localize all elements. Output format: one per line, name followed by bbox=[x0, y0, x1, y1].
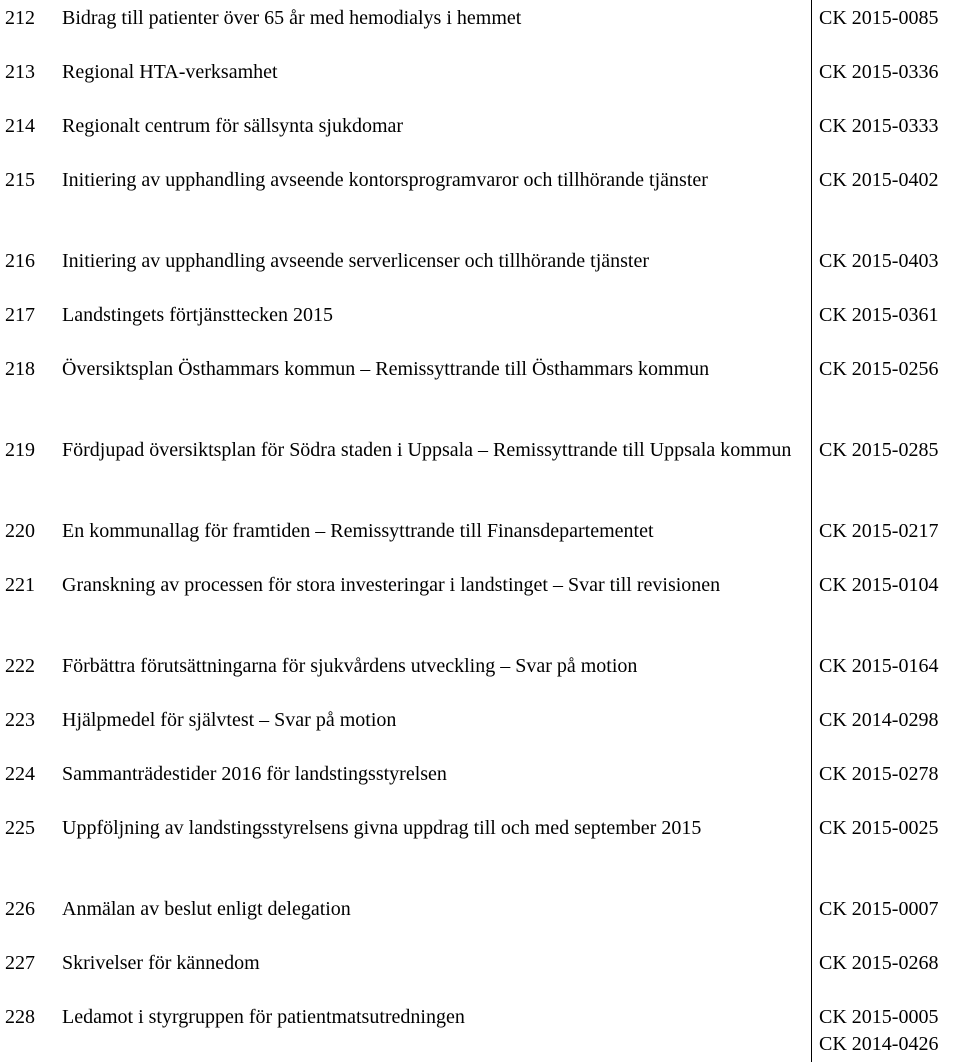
item-title: Bidrag till patienter över 65 år med hemodialys i hemmet bbox=[62, 7, 522, 29]
item-reference bbox=[819, 437, 960, 464]
item-reference bbox=[819, 5, 960, 32]
item-title: Skrivelser för kännedom bbox=[62, 952, 260, 974]
item-number: 217 bbox=[5, 304, 35, 326]
item-title: Landstingets förtjänsttecken 2015 bbox=[62, 304, 334, 326]
item-reference bbox=[819, 167, 960, 194]
column-divider bbox=[811, 0, 812, 1062]
item-reference bbox=[819, 950, 960, 977]
item-title: Regional HTA-verksamhet bbox=[62, 61, 278, 83]
item-number: 214 bbox=[5, 115, 35, 137]
reference-number: CK 2015-0085 bbox=[819, 7, 939, 29]
item-title: Fördjupad översiktsplan för Södra staden i Uppsala – Remissyttrande till Uppsala kommun bbox=[62, 439, 792, 461]
item-number: 219 bbox=[5, 439, 35, 461]
reference-number: CK 2015-0285 bbox=[819, 439, 939, 461]
item-number: 220 bbox=[5, 520, 35, 542]
item-title: Hjälpmedel för självtest – Svar på motion bbox=[62, 709, 397, 731]
item-title: Initiering av upphandling avseende kontorsprogramvaror och tillhörande tjänster bbox=[62, 169, 708, 191]
item-reference bbox=[819, 356, 960, 383]
item-reference bbox=[819, 707, 960, 734]
reference-number: CK 2015-0361 bbox=[819, 304, 939, 326]
reference-number: CK 2015-0336 bbox=[819, 61, 939, 83]
item-reference bbox=[819, 815, 960, 842]
item-title: Granskning av processen för stora investeringar i landstinget – Svar till revisionen bbox=[62, 574, 721, 596]
item-title: Sammanträdestider 2016 för landstingsstyrelsen bbox=[62, 763, 447, 785]
item-reference bbox=[819, 761, 960, 788]
item-reference bbox=[819, 1004, 960, 1058]
reference-number: CK 2015-0217 bbox=[819, 520, 939, 542]
item-reference bbox=[819, 518, 960, 545]
item-reference bbox=[819, 113, 960, 140]
item-number: 221 bbox=[5, 574, 35, 596]
item-number: 226 bbox=[5, 898, 35, 920]
reference-number: CK 2015-0402 bbox=[819, 169, 939, 191]
item-number: 227 bbox=[5, 952, 35, 974]
item-title: Uppföljning av landstingsstyrelsens givna uppdrag till och med september 2015 bbox=[62, 817, 702, 839]
item-number: 225 bbox=[5, 817, 35, 839]
item-reference bbox=[819, 302, 960, 329]
reference-number: CK 2015-0005 bbox=[819, 1006, 939, 1028]
item-number: 223 bbox=[5, 709, 35, 731]
item-title: Översiktsplan Östhammars kommun – Remissyttrande till Östhammars kommun bbox=[62, 358, 710, 380]
item-title: Ledamot i styrgruppen för patientmatsutredningen bbox=[62, 1006, 465, 1028]
reference-number: CK 2015-0104 bbox=[819, 574, 939, 596]
item-number: 228 bbox=[5, 1006, 35, 1028]
reference-number: CK 2015-0256 bbox=[819, 358, 939, 380]
reference-number: CK 2015-0268 bbox=[819, 952, 939, 974]
item-reference bbox=[819, 59, 960, 86]
item-number: 224 bbox=[5, 763, 35, 785]
item-number: 212 bbox=[5, 7, 35, 29]
item-number: 215 bbox=[5, 169, 35, 191]
reference-number: CK 2015-0403 bbox=[819, 250, 939, 272]
reference-number: CK 2014-0426 bbox=[819, 1033, 939, 1055]
item-reference bbox=[819, 896, 960, 923]
item-number: 216 bbox=[5, 250, 35, 272]
reference-number: CK 2015-0025 bbox=[819, 817, 939, 839]
item-title: En kommunallag för framtiden – Remissyttrande till Finansdepartementet bbox=[62, 520, 654, 542]
item-number: 213 bbox=[5, 61, 35, 83]
item-number: 218 bbox=[5, 358, 35, 380]
item-reference bbox=[819, 248, 960, 275]
reference-number: CK 2015-0164 bbox=[819, 655, 939, 677]
item-number: 222 bbox=[5, 655, 35, 677]
item-title: Förbättra förutsättningarna för sjukvårdens utveckling – Svar på motion bbox=[62, 655, 638, 677]
item-reference bbox=[819, 653, 960, 680]
reference-number: CK 2015-0333 bbox=[819, 115, 939, 137]
reference-number: CK 2015-0007 bbox=[819, 898, 939, 920]
reference-number: CK 2014-0298 bbox=[819, 709, 939, 731]
item-title: Anmälan av beslut enligt delegation bbox=[62, 898, 351, 920]
item-title: Regionalt centrum för sällsynta sjukdomar bbox=[62, 115, 404, 137]
item-reference bbox=[819, 572, 960, 599]
item-title: Initiering av upphandling avseende serverlicenser och tillhörande tjänster bbox=[62, 250, 650, 272]
reference-number: CK 2015-0278 bbox=[819, 763, 939, 785]
